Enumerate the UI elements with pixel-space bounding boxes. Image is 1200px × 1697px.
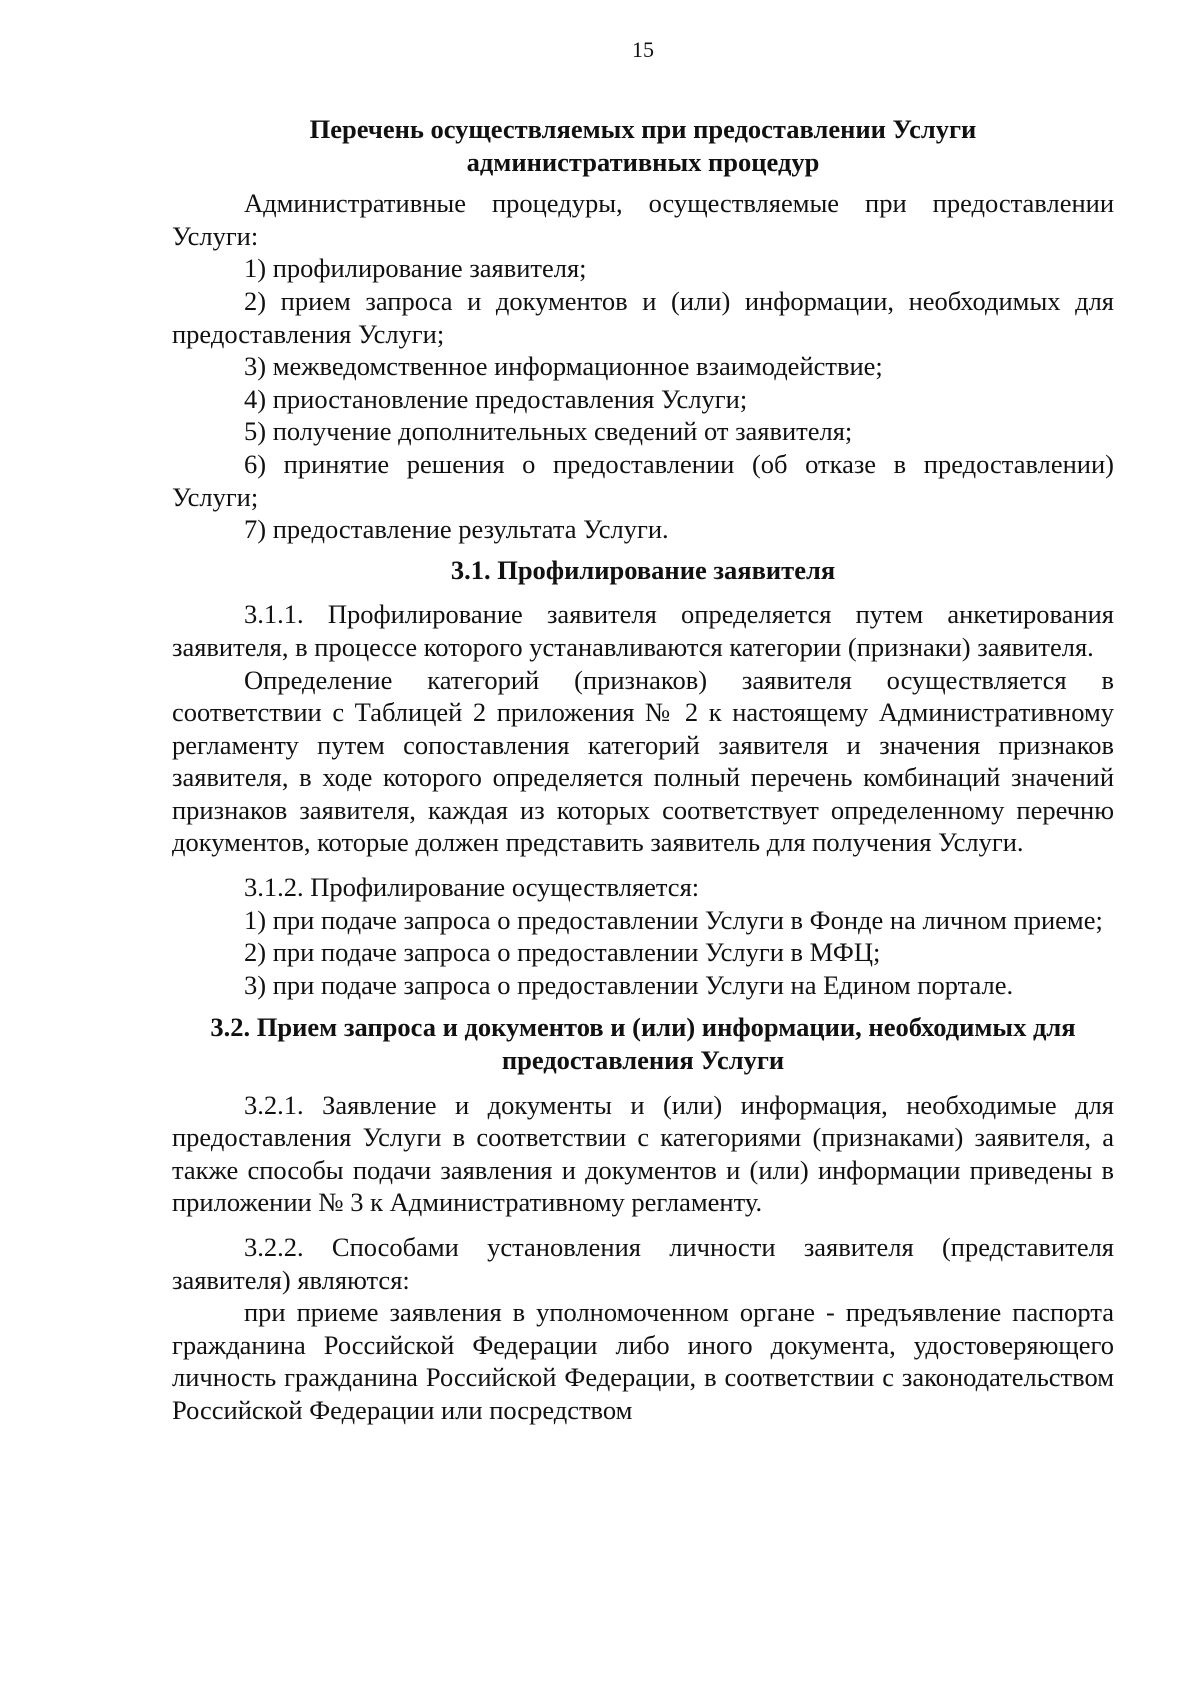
procedure-item: 1) профилирование заявителя;	[244, 253, 587, 284]
heading-line: 3.2. Прием запроса и документов и (или) информации, необходимых для	[210, 1012, 1076, 1043]
paragraph-definition: Определение категорий (признаков) заявителя осуществляется в соответствии с Таблицей 2 приложения № 2 к настоящему Административному регламенту путем сопоставления категорий заявителя и значения признаков заявителя, в ходе которого определяется полный перечень комбинаций значений признаков заявителя, каждая из которых соответствует определенному перечню документов, которые должен представить заявитель для получения Услуги.	[172, 664, 1114, 858]
page-number: 15	[632, 37, 654, 62]
profiling-item: 1) при подаче запроса о предоставлении Услуги в Фонде на личном приеме;	[244, 904, 1103, 935]
heading-line: административных процедур	[466, 146, 820, 177]
procedure-item: 6) принятие решения о предоставлении (об отказе в предоставлении) Услуги;	[172, 448, 1114, 512]
procedure-item: 4) приостановление предоставления Услуги;	[244, 383, 748, 414]
section-3-2-title	[172, 1011, 1114, 1076]
paragraph-3-2-2: 3.2.2. Способами установления личности заявителя (представителя заявителя) являются:	[172, 1232, 1114, 1295]
procedures-intro: Административные процедуры, осуществляемые при предоставлении Услуги:	[172, 188, 1114, 251]
paragraph-3-1-1: 3.1.1. Профилирование заявителя определяется путем анкетирования заявителя, в процессе которого устанавливаются категории (признаки) заявителя.	[172, 599, 1114, 662]
heading-procedures-list	[172, 113, 1114, 178]
section-3-1-title: 3.1. Профилирование заявителя	[450, 554, 836, 585]
procedure-item: 3) межведомственное информационное взаимодействие;	[244, 351, 883, 382]
procedure-item: 5) получение дополнительных сведений от заявителя;	[244, 416, 853, 447]
profiling-item: 3) при подаче запроса о предоставлении Услуги на Едином портале.	[244, 969, 1014, 1000]
heading-line: предоставления Услуги	[501, 1045, 785, 1076]
heading-line: Перечень осуществляемых при предоставлении Услуги	[309, 114, 977, 144]
procedure-item: 2) прием запроса и документов и (или) информации, необходимых для предоставления Услуги;	[172, 285, 1114, 349]
paragraph-reception: при приеме заявления в уполномоченном органе - предъявление паспорта гражданина Российской Федерации либо иного документа, удостоверяющего личность гражданина Российской Федерации, в соответствии с законодательством Российской Федерации или посредством	[172, 1297, 1114, 1425]
paragraph-3-2-1: 3.2.1. Заявление и документы и (или) информация, необходимые для предоставления Услуги в соответствии с категориями (признаками) заявителя, а также способы подачи заявления и документов и (или) информации приведены в приложении № 3 к Административному регламенту.	[172, 1089, 1114, 1218]
paragraph-3-1-2: 3.1.2. Профилирование осуществляется:	[244, 872, 700, 903]
profiling-item: 2) при подаче запроса о предоставлении Услуги в МФЦ;	[244, 937, 881, 968]
document-body	[172, 113, 1114, 1427]
procedure-item: 7) предоставление результата Услуги.	[244, 514, 669, 545]
